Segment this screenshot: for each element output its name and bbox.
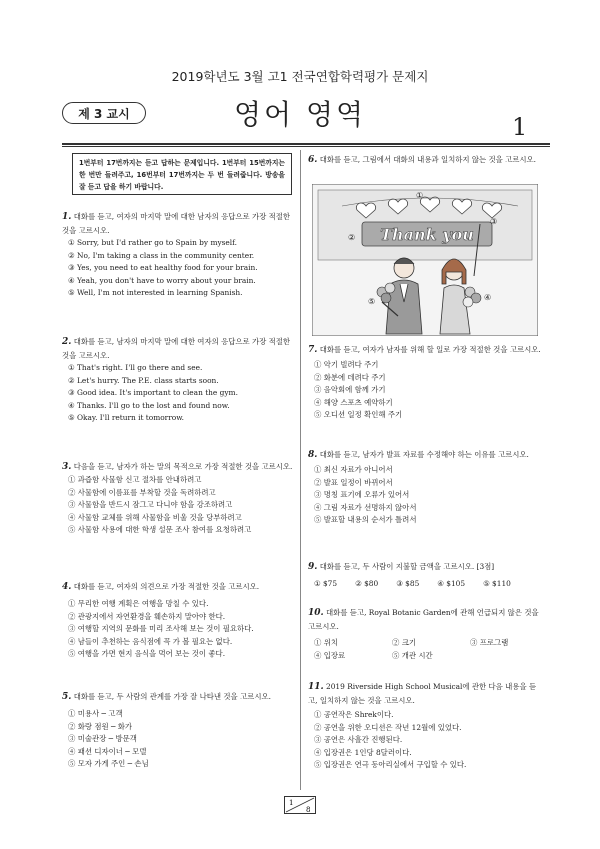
column-divider: [300, 150, 301, 790]
page-current: 1: [289, 799, 294, 807]
option-1: ① 최신 자료가 아니어서: [314, 465, 393, 474]
question-number: 11.: [308, 682, 324, 692]
marker-5: ⑤: [368, 297, 376, 306]
option-4: ④ 그림 자료가 선명하지 않아서: [314, 502, 417, 512]
option-2: ② Let's hurry. The P.E. class starts soon.: [68, 375, 219, 385]
question-number: 2.: [62, 337, 72, 347]
option-4: ④ 사물함 교체를 위해 사물함을 비울 것을 당부하려고: [68, 512, 242, 522]
option-1: ① 과즙함 사물함 신고 절차를 안내하려고: [68, 475, 202, 484]
question-stem: 다음을 듣고, 남자가 하는 말의 목적으로 가장 적절한 것을 고르시오.: [73, 462, 293, 471]
option-5: ⑤ Okay. I'll return it tomorrow.: [68, 413, 184, 422]
option-5: ⑤ 개관 시간: [392, 650, 433, 660]
session-badge: 제 3 교시: [62, 102, 146, 124]
option-1: ① 무리한 여행 계획은 여행을 망칠 수 있다.: [68, 599, 209, 608]
option-3: ③ 미술관장 ─ 방문객: [68, 734, 137, 743]
option-2: ② 관광지에서 자연환경을 훼손하지 말아야 한다.: [68, 611, 226, 621]
question-stem: 대화를 듣고, 남자의 마지막 말에 대한 여자의 응답으로 가장 적절한 것을 고르시오.: [62, 337, 291, 360]
option-3: ③ Yes, you need to eat healthy food for your brain.: [68, 263, 258, 272]
question-7: [308, 343, 544, 422]
question-6-illustration: [312, 184, 538, 336]
option-1: ① 위치: [314, 638, 339, 647]
question-number: 6.: [308, 155, 318, 165]
option-5: ⑤ 발표할 내용의 순서가 틀려서: [314, 515, 417, 524]
question-number: 10.: [308, 608, 324, 618]
thank-you-banner: [362, 222, 492, 246]
marker-3: ③: [490, 217, 498, 226]
option-3: ③ 프로그램: [470, 638, 509, 647]
woman-figure: [440, 259, 470, 334]
question-stem: 대화를 듣고, 여자의 마지막 말에 대한 남자의 응답으로 가장 적절한 것을 고르시오.: [62, 212, 291, 235]
header-rule-thin: [62, 146, 550, 147]
option-5: ⑤ 오디션 일정 확인해 주기: [314, 410, 403, 419]
option-1: ① 악기 빌려다 주기: [314, 360, 379, 369]
question-8: [308, 448, 544, 527]
option-3: ③ 여행할 지역의 문화를 미리 조사해 보는 것이 필요하다.: [68, 624, 254, 633]
question-number: 5.: [62, 692, 72, 702]
question-stem: 2019 Riverside High School Musical에 관한 다음 내용을 듣고, 일치하지 않는 것을 고르시오.: [308, 682, 537, 705]
option-2: ② 공연을 위한 오디션은 작년 12월에 있었다.: [314, 722, 462, 732]
question-number: 7.: [308, 345, 318, 355]
option-1: ① That's right. I'll go there and see.: [68, 363, 203, 372]
option-3: ③ 사물함을 반드시 잠그고 다니야 함을 강조하려고: [68, 500, 233, 509]
option-4: ④ Yeah, you don't have to worry about your brain.: [68, 275, 256, 285]
option-4: ④ 입장료: [314, 650, 346, 660]
question-number: 3.: [62, 462, 72, 472]
question-stem: 대화를 듣고, 두 사람의 관계를 가장 잘 나타낸 것을 고르시오.: [73, 692, 271, 701]
subject-title: 영어 영역: [233, 98, 367, 131]
question-stem: 대화를 듣고, 여자가 남자를 위해 할 일로 가장 적절한 것을 고르시오.: [319, 345, 541, 354]
marker-4: ④: [484, 293, 492, 302]
question-6: [308, 153, 544, 167]
option-2: ② No, I'm taking a class in the community center.: [68, 250, 255, 260]
question-stem: 대화를 듣고, 그림에서 대화의 내용과 일치하지 않는 것을 고르시오.: [319, 155, 537, 164]
question-4: [62, 580, 294, 661]
option-2: ② 화랑 점원 ─ 화가: [68, 721, 133, 731]
option-3: ③ $85: [396, 579, 420, 588]
question-stem: 대화를 듣고, 여자의 의견으로 가장 적절한 것을 고르시오.: [73, 582, 260, 591]
question-number: 1.: [62, 212, 72, 222]
option-4: ④ 입장권은 1인당 8달러이다.: [314, 747, 412, 757]
option-4: ④ 남들이 추천하는 음식점에 꼭 가 볼 필요는 없다.: [68, 636, 233, 646]
option-3: ③ Good idea. It's important to clean the gym.: [68, 388, 238, 397]
question-stem: 대화를 듣고, 남자가 발표 자료를 수정해야 하는 이유를 고르시오.: [319, 450, 529, 459]
banner-text: Thank you: [380, 225, 474, 244]
option-4: ④ 패션 디자이너 ─ 모델: [68, 746, 147, 756]
question-number: 9.: [308, 562, 318, 572]
option-5: ⑤ 모자 가게 주인 ─ 손님: [68, 759, 149, 768]
question-stem: 대화를 듣고, 두 사람이 지불할 금액을 고르시오. [3점]: [319, 562, 495, 571]
page-indicator: [284, 796, 316, 814]
option-2: ② 화분에 데려다 주기: [314, 372, 386, 382]
option-4: ④ Thanks. I'll go to the lost and found now.: [68, 400, 230, 410]
option-5: ⑤ 여행을 가면 현지 음식을 먹어 보는 것이 좋다.: [68, 649, 226, 658]
question-5: [62, 690, 294, 771]
option-5: ⑤ $110: [483, 579, 511, 588]
question-1: [62, 210, 294, 300]
exam-header-title: 2019학년도 3월 고1 전국연합학력평가 문제지: [171, 69, 429, 84]
option-1: ① 미용사 ─ 고객: [68, 709, 123, 718]
option-2: ② 크기: [392, 638, 417, 647]
marker-2: ②: [348, 233, 356, 242]
question-10: [308, 606, 544, 662]
option-1: ① Sorry, but I'd rather go to Spain by myself.: [68, 238, 237, 247]
option-2: ② $80: [355, 579, 379, 588]
header-rule: [62, 143, 550, 145]
page-number: 1: [512, 113, 528, 141]
marker-1: ①: [416, 191, 424, 200]
instruction-box: 1번부터 17번까지는 듣고 답하는 문제입니다. 1번부터 15번까지는 한 번만 들려주고, 16번부터 17번까지는 두 번 들려줍니다. 방송을 잘 듣고 답을 하기 바랍니다.: [72, 153, 292, 195]
question-3: [62, 460, 294, 537]
question-number: 4.: [62, 582, 72, 592]
option-2: ② 발표 일정이 바뀌어서: [314, 477, 393, 487]
option-5: ⑤ 사물함 사용에 대한 학생 설문 조사 참여를 요청하려고: [68, 525, 252, 534]
option-2: ② 사물함에 이름표를 부착할 것을 독려하려고: [68, 487, 216, 497]
page-total: 8: [306, 806, 311, 814]
option-4: ④ $105: [437, 579, 466, 588]
option-1: ① 공연작은 Shrek이다.: [314, 710, 394, 719]
option-3: ③ 공연은 사흘간 진행된다.: [314, 735, 403, 744]
option-3: ③ 음악회에 함께 가기: [314, 385, 386, 394]
option-5: ⑤ 입장권은 연극 동아리실에서 구입할 수 있다.: [314, 760, 467, 769]
option-5: ⑤ Well, I'm not interested in learning Spanish.: [68, 288, 243, 297]
option-4: ④ 해양 스포츠 예약하기: [314, 397, 393, 407]
question-11: [308, 680, 544, 772]
question-stem: 대화를 듣고, Royal Botanic Garden에 관해 언급되지 않은 것을 고르시오.: [308, 608, 539, 631]
option-3: ③ 명칭 표기에 오류가 있어서: [314, 490, 410, 499]
question-number: 8.: [308, 450, 318, 460]
question-9: [308, 560, 544, 591]
option-1: ① $75: [314, 579, 338, 588]
question-2: [62, 335, 294, 425]
